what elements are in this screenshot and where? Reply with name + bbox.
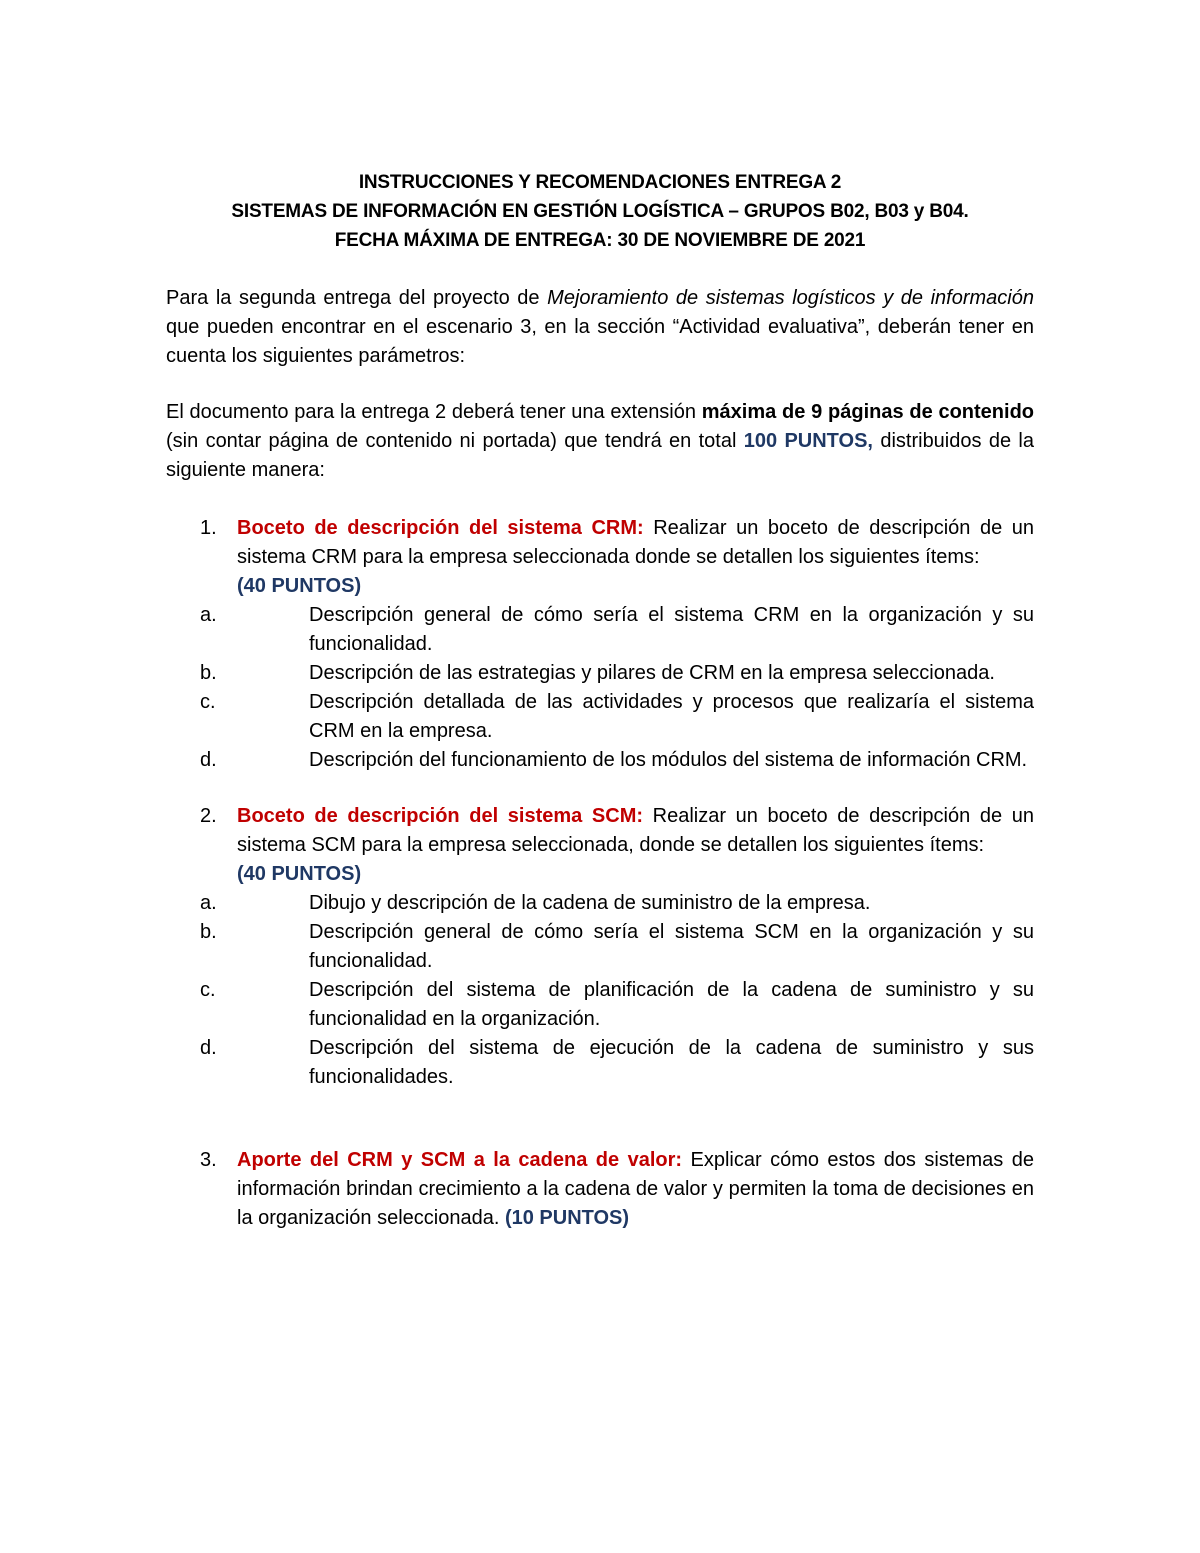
- sub-text: Descripción de las estrategias y pilares de CRM en la empresa seleccionada.: [309, 662, 995, 684]
- extension-text-2: (sin contar página de contenido ni portada) que tendrá en total: [166, 430, 744, 452]
- total-points: 100 PUNTOS,: [743, 430, 873, 452]
- item-number: 2.: [200, 805, 217, 827]
- sub-text: Descripción detallada de las actividades y procesos que realizaría el sistema CRM en la empresa.: [309, 691, 1034, 742]
- sub-item: [166, 659, 1034, 688]
- sub-letter: d.: [200, 1037, 217, 1059]
- item-body: [200, 802, 1035, 1092]
- item-body: [237, 1146, 1034, 1233]
- sub-text: Descripción del sistema de planificación de la cadena de suministro y su funcionalidad en la organización.: [309, 979, 1034, 1030]
- sub-text: Dibujo y descripción de la cadena de suministro de la empresa.: [309, 892, 871, 914]
- item-number: 1.: [200, 517, 217, 539]
- item-points: (40 PUNTOS): [237, 863, 362, 885]
- extension-text-3: distribuidos de la siguiente manera:: [166, 430, 1034, 481]
- sub-letter: b.: [200, 662, 217, 684]
- sub-letter: d.: [200, 749, 217, 771]
- sub-letter: c.: [200, 691, 216, 713]
- title-line-1: INSTRUCCIONES Y RECOMENDACIONES ENTREGA 2: [358, 172, 842, 193]
- extension-text-1: El documento para la entrega 2 deberá tener una extensión: [166, 401, 702, 423]
- item-heading: Aporte del CRM y SCM a la cadena de valor:: [237, 1149, 683, 1171]
- intro-text-1: Para la segunda entrega del proyecto de: [166, 287, 548, 309]
- sub-letter: b.: [200, 921, 217, 943]
- sub-letter: c.: [200, 979, 216, 1001]
- sub-text: Descripción del funcionamiento de los módulos del sistema de información CRM.: [309, 749, 1028, 771]
- item-points: (10 PUNTOS): [504, 1207, 630, 1229]
- sub-letter: a.: [200, 604, 217, 626]
- page-limit: máxima de 9 páginas de contenido: [701, 401, 1034, 423]
- item-points: (40 PUNTOS): [237, 575, 362, 597]
- item-body: [200, 514, 1034, 775]
- item-heading: Boceto de descripción del sistema CRM:: [237, 517, 644, 539]
- sub-item: [166, 601, 1034, 659]
- item-description: Explicar cómo estos dos sistemas de información brindan crecimiento a la cadena de valor y permiten la toma de decisiones en la organización seleccionada.: [237, 1149, 1034, 1229]
- item-description: Realizar un boceto de descripción de un sistema CRM para la empresa seleccionada donde se detallen los siguientes ítems:: [237, 517, 1034, 568]
- intro-text-2: que pueden encontrar en el escenario 3, en la sección “Actividad evaluativa”, deberán tener en cuenta los siguientes parámetros:: [166, 316, 1034, 367]
- extension-paragraph: [166, 398, 1034, 485]
- sub-text: Descripción general de cómo sería el sistema CRM en la organización y su funcionalidad.: [309, 604, 1034, 655]
- project-name: Mejoramiento de sistemas logísticos y de información: [547, 287, 1034, 309]
- sub-letter: a.: [200, 892, 217, 914]
- sub-item: [166, 688, 1034, 746]
- title-line-3: FECHA MÁXIMA DE ENTREGA: 30 DE NOVIEMBRE DE 2021: [334, 230, 866, 251]
- title-line-2: SISTEMAS DE INFORMACIÓN EN GESTIÓN LOGÍSTICA – GRUPOS B02, B03 y B04.: [231, 201, 969, 222]
- item-number: 3.: [200, 1149, 217, 1171]
- sub-item: [166, 918, 1034, 976]
- item-heading: Boceto de descripción del sistema SCM:: [237, 805, 644, 827]
- sub-item: [166, 976, 1034, 1034]
- item-description: Realizar un boceto de descripción de un sistema SCM para la empresa seleccionada, donde se detallen los siguientes ítems:: [237, 805, 1035, 856]
- document-title: [0, 168, 1200, 255]
- sub-item: [166, 746, 1034, 775]
- intro-paragraph: [166, 284, 1034, 371]
- sub-text: Descripción general de cómo sería el sistema SCM en la organización y su funcionalidad.: [309, 921, 1034, 972]
- sub-item: [166, 1034, 1034, 1092]
- sub-item: [166, 889, 1034, 918]
- sub-text: Descripción del sistema de ejecución de la cadena de suministro y sus funcionalidades.: [309, 1037, 1034, 1088]
